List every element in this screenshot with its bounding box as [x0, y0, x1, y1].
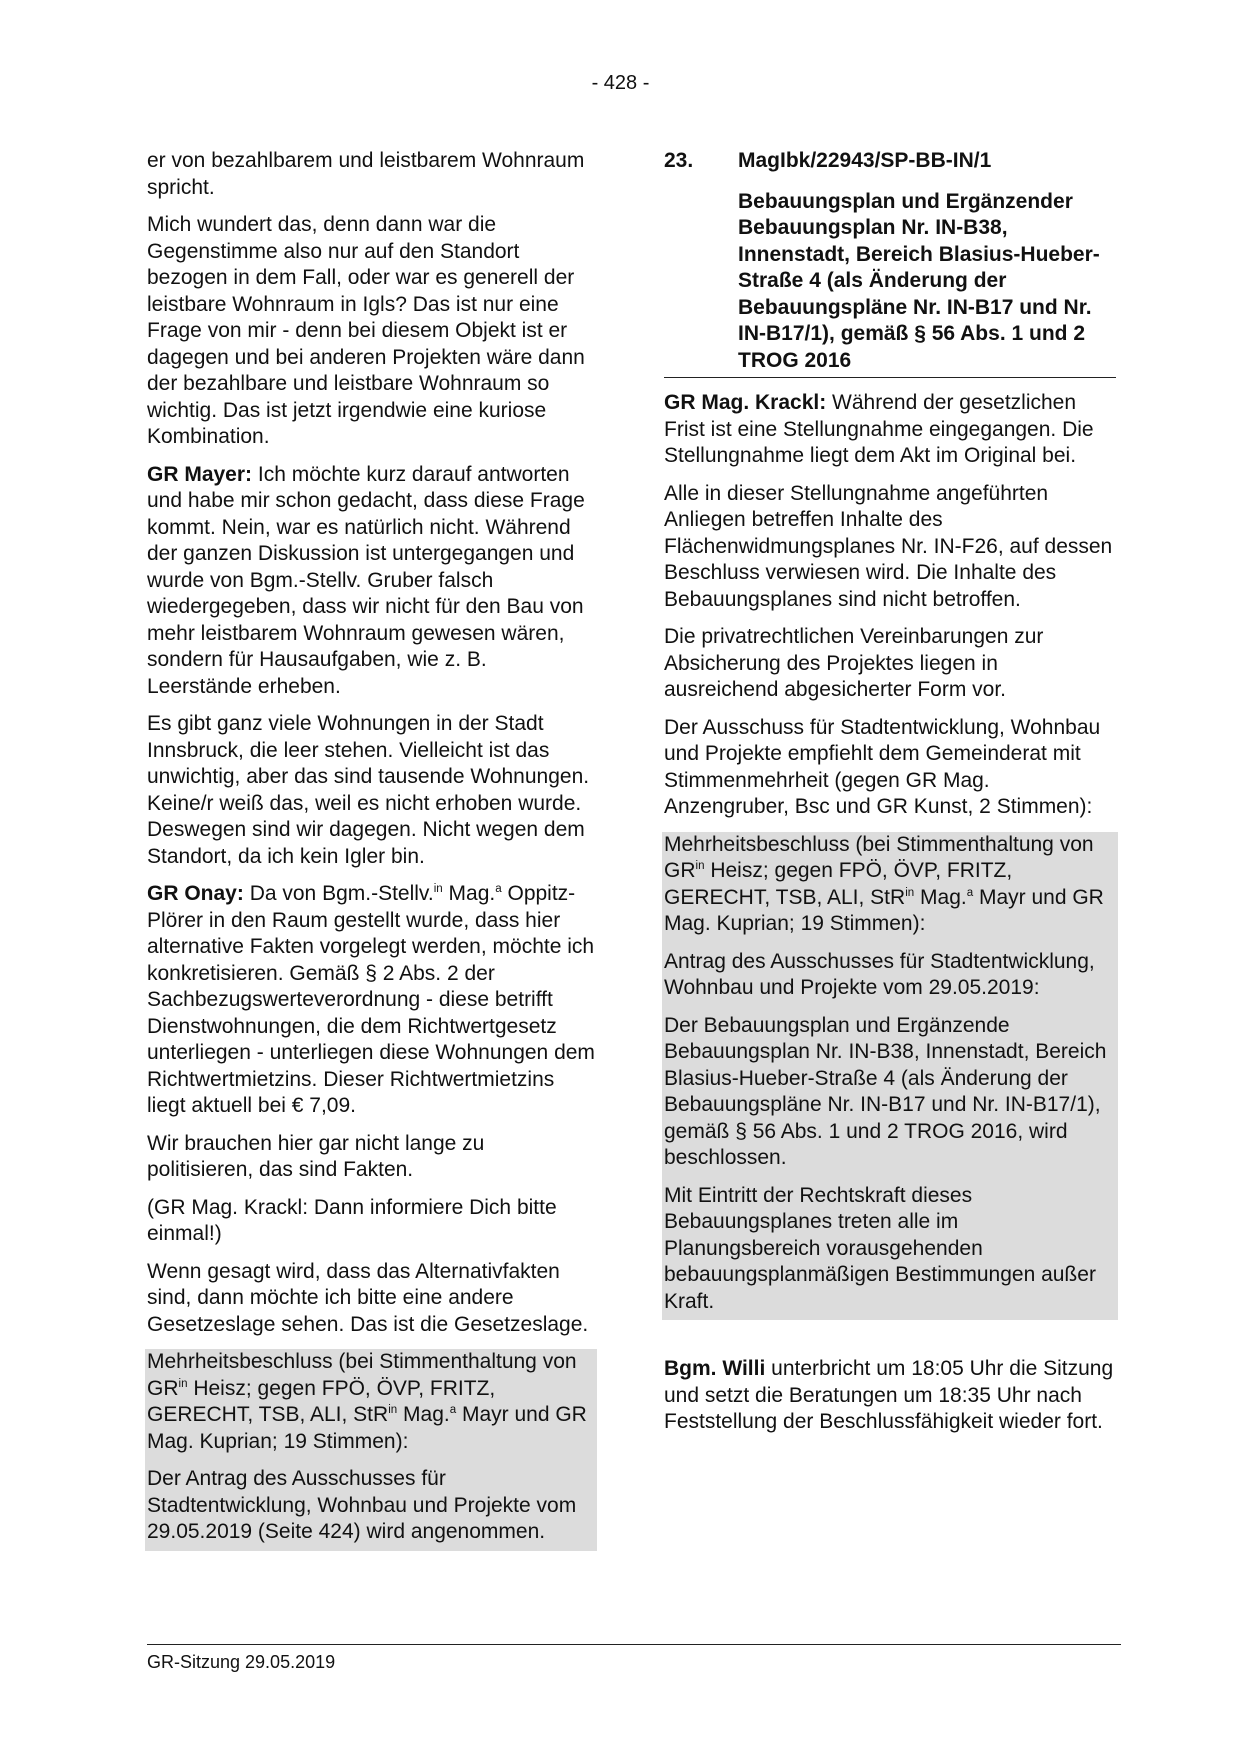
speech-text: Da von Bgm.-Stellv. — [243, 882, 434, 905]
speech-text: Während der gesetzlichen Frist ist eine Stellungnahme eingegangen. Die Stellungnahme liegt dem Akt im Original bei. — [664, 391, 1094, 467]
superscript: in — [905, 886, 915, 899]
agenda-item-number: 23. — [664, 149, 694, 172]
paragraph: Der Ausschuss für Stadtentwicklung, Wohnbau und Projekte empfiehlt dem Gemeinderat mit Stimmenmehrheit (gegen GR Mag. Anzengruber, Bsc und GR Kunst, 2 Stimmen): — [664, 715, 1101, 818]
resolution-text: Mit Eintritt der Rechtskraft dieses Bebauungsplanes treten alle im Planungsbereich vorausgehenden bebauungsplanmäßigen Bestimmungen außer Kraft. — [664, 1183, 1096, 1313]
superscript: a — [495, 883, 502, 895]
vote-text: Mehrheitsbeschluss (bei Stimmenthaltung von GR — [147, 1350, 577, 1400]
speech-text: Ich möchte kurz darauf antworten und habe mir schon gedacht, dass diese Frage kommt. Nein, war es natürlich nicht. Während der ganzen Diskussion ist untergegangen und wurde von Bgm.-Stellv. Gruber falsch wiedergegeben, dass wir nicht für den Bau von mehr leistbarem Wohnraum gewesen wären, sondern für Hausaufgaben, wie z. B. Leerstände erheben. — [147, 462, 585, 698]
vote-text: Mehrheitsbeschluss (bei Stimmenthaltung von GR — [664, 832, 1094, 882]
superscript: in — [695, 860, 705, 872]
paragraph-speaker-willi — [664, 1356, 1116, 1436]
speaker-name: GR Onay: — [147, 882, 244, 905]
paragraph: er von bezahlbarem und leistbarem Wohnraum spricht. — [147, 149, 585, 199]
vote-text: Mag. — [914, 885, 967, 909]
paragraph-speaker-onay — [147, 881, 595, 1120]
vote-text: Mag. — [397, 1403, 450, 1426]
superscript: in — [178, 1377, 188, 1390]
resolution-intro: Antrag des Ausschusses für Stadtentwicklung, Wohnbau und Projekte vom 29.05.2019: — [664, 949, 1095, 999]
agenda-item-reference: MagIbk/22943/SP-BB-IN/1 — [738, 149, 992, 172]
superscript: in — [433, 883, 443, 895]
right-column — [664, 148, 1116, 1447]
resolution-text: Der Bebauungsplan und Ergänzende Bebauungsplan Nr. IN-B38, Innenstadt, Bereich Blasius-Hueber-Straße 4 (als Änderung der Bebauungspläne Nr. IN-B17 und Nr. IN-B17/1), gemäß § 56 Abs. 1 und 2 TROG 2016, wird beschlossen. — [664, 1013, 1107, 1169]
paragraph: Es gibt ganz viele Wohnungen in der Stadt Innsbruck, die leer stehen. Vielleicht ist das unwichtig, aber das sind tausende Wohnungen. Keine/r weiß das, weil es nicht erhoben wurde. Deswegen sind wir dagegen. Nicht wegen dem Standort, da ich kein Igler bin. — [147, 712, 590, 868]
agenda-item-header — [664, 148, 1116, 378]
speaker-name: GR Mayer: — [147, 462, 253, 486]
interjection: (GR Mag. Krackl: Dann informiere Dich bitte einmal!) — [147, 1195, 557, 1245]
speaker-name: GR Mag. Krackl: — [664, 391, 827, 414]
speech-text: Mag. — [442, 882, 496, 905]
vote-text: Mayr und GR Mag. Kuprian; 19 Stimmen): — [664, 885, 1104, 935]
speaker-name: Bgm. Willi — [664, 1357, 766, 1380]
vote-text: Heisz; gegen FPÖ, ÖVP, FRITZ, GERECHT, TSB, ALI, StR — [664, 859, 1013, 909]
superscript: a — [966, 886, 974, 899]
resolution-box — [145, 1349, 597, 1551]
resolution-vote — [147, 1349, 595, 1455]
paragraph: Wir brauchen hier gar nicht lange zu politisieren, das sind Fakten. — [147, 1131, 485, 1181]
resolution-text: Der Antrag des Ausschusses für Stadtentwicklung, Wohnbau und Projekte vom 29.05.2019 (Seite 424) wird angenommen. — [147, 1467, 577, 1543]
footer-session-date: GR-Sitzung 29.05.2019 — [147, 1652, 336, 1672]
paragraph-speaker-mayer — [147, 462, 595, 701]
footer-divider — [147, 1644, 1121, 1645]
vote-text: Heisz; gegen FPÖ, ÖVP, FRITZ, GERECHT, TSB, ALI, StR — [147, 1376, 496, 1426]
resolution-vote — [664, 832, 1116, 938]
paragraph-speaker-krackl — [664, 390, 1116, 470]
speech-text: Oppitz-Plörer in den Raum gestellt wurde, dass hier alternative Fakten vorgelegt werden, möchte ich konkretisieren. Gemäß § 2 Abs. 2 der Sachbezugswerteverordnung - diese betrifft Dienstwohnungen, die dem Richtwertgesetz unterliegen - unterliegen diese Wohnungen dem Richtwertmietzins. Dieser Richtwertmietzins liegt aktuell bei € 7,09. — [147, 882, 595, 1117]
speech-text: unterbricht um 18:05 Uhr die Sitzung und setzt die Beratungen um 18:35 Uhr nach Feststellung der Beschlussfähigkeit wieder fort. — [664, 1357, 1114, 1433]
vote-text: Mayr und GR Mag. Kuprian; 19 Stimmen): — [147, 1403, 587, 1453]
paragraph: Wenn gesagt wird, dass das Alternativfakten sind, dann möchte ich bitte eine andere Gesetzeslage sehen. Das ist die Gesetzeslage. — [147, 1259, 589, 1336]
left-column — [147, 148, 595, 1551]
page-number: - 428 - — [591, 72, 650, 94]
superscript: a — [449, 1404, 457, 1416]
agenda-item-title: Bebauungsplan und Ergänzender Bebauungsplan Nr. IN-B38, Innenstadt, Bereich Blasius-Hueber-Straße 4 (als Änderung der Bebauungspläne Nr. IN-B17 und Nr. IN-B17/1), gemäß § 56 Abs. 1 und 2 TROG 2016 — [738, 189, 1100, 372]
resolution-box — [662, 832, 1118, 1321]
paragraph: Alle in dieser Stellungnahme angeführten Anliegen betreffen Inhalte des Flächenwidmungsplanes Nr. IN-F26, auf dessen Beschluss verwiesen wird. Die Inhalte des Bebauungsplanes sind nicht betroffen. — [664, 481, 1113, 611]
paragraph: Mich wundert das, denn dann war die Gegenstimme also nur auf den Standort bezogen in dem Fall, oder war es generell der leistbare Wohnraum in Igls? Das ist nur eine Frage von mir - denn bei diesem Objekt ist er dagegen und bei anderen Projekten wäre dann der bezahlbare und leistbare Wohnraum so wichtig. Das ist jetzt irgendwie eine kuriose Kombination. — [147, 213, 585, 448]
superscript: in — [388, 1404, 398, 1416]
paragraph: Die privatrechtlichen Vereinbarungen zur Absicherung des Projektes liegen in ausreichend abgesicherter Form vor. — [664, 625, 1044, 701]
